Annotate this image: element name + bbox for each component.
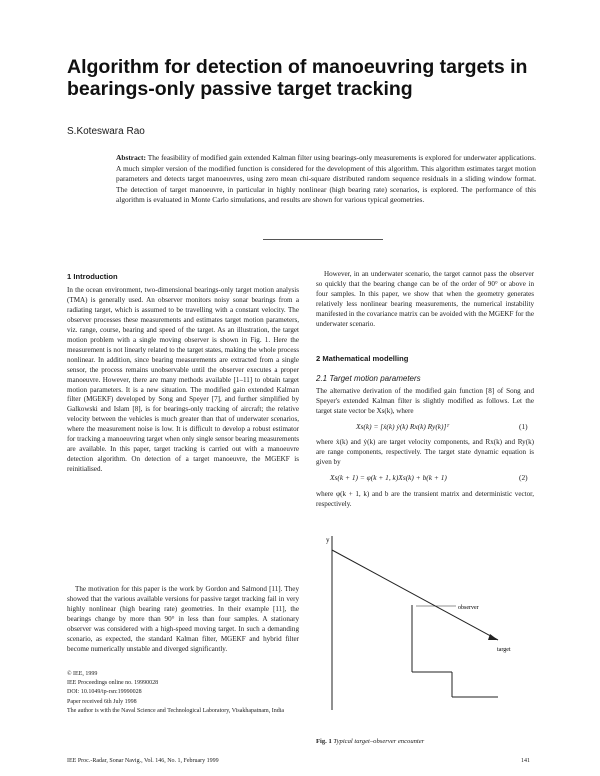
intro-paragraph-2: The motivation for this paper is the work by Gordon and Salmond [11]. They showed that the various available versions for passive target tracking fail in very highly nonlinear (high bearing rate) geometries. In their example [11], the bearings change by more than 90° in less than four samples. A stationary observer was considered with a high-speed moving target. In such a demanding scenario, as expected, the standard Kalman filter, MGEKF and hybrid filter become numerically unstable and diverged significantly. xyxy=(67,585,299,653)
page-number: 141 xyxy=(521,758,530,764)
modelling-paragraph-1: The alternative derivation of the modified gain function [8] of Song and Speyer's extended Kalman filter is slightly modified as follows. Let the target state vector be Xs(k), where xyxy=(316,387,534,415)
equation-1-number: (1) xyxy=(519,422,528,431)
footnote-affiliation: The author is with the Naval Science and Technological Laboratory, Visakhapatnam, India xyxy=(67,707,285,714)
footnote-doi: DOI: 10.1049/ip-rsn:19990028 xyxy=(67,689,142,696)
figure-1-diagram xyxy=(316,530,536,735)
section-1-heading: 1 Introduction xyxy=(67,272,118,281)
author-name: S.Koteswara Rao xyxy=(67,126,145,137)
equation-2-number: (2) xyxy=(519,473,528,482)
footnote-copyright: © IEE, 1999 xyxy=(67,671,98,677)
figure-1-caption xyxy=(316,738,424,745)
figure-target-label: target xyxy=(497,647,511,653)
footnote-received: Paper received 6th July 1998 xyxy=(67,698,137,705)
section-2-heading: 2 Mathematical modelling xyxy=(316,354,409,363)
subsection-2-1-heading: 2.1 Target motion parameters xyxy=(316,374,421,383)
abstract-text: The feasibility of modified gain extended Kalman filter using bearings-only measurements is explored for underwater applications. A much simpler version of the modified function is considered for the development of this algorithm. This algorithm estimates target motion parameters and detects target manoeuvres, using zero mean chi-square distributed random sequence residuals in a sliding window format. The detection of target manoeuvre, in particular in highly nonlinear (high bearing rate) scenarios, is explored. The performance of this algorithm is evaluated in Monte Carlo simulations, and results are shown for various typical geometries. xyxy=(116,153,537,205)
modelling-paragraph-3: where φ(k + 1, k) and b are the transient matrix and deterministic vector, respectively. xyxy=(316,490,534,508)
abstract-divider xyxy=(263,239,383,240)
equation-2: Xs(k + 1) = φ(k + 1, k)Xs(k) + b(k + 1) xyxy=(330,473,447,482)
abstract-label: Abstract: xyxy=(116,153,146,162)
footnote-online: IEE Proceedings online no. 19990028 xyxy=(67,680,159,687)
right-intro-paragraph: However, in an underwater scenario, the target cannot pass the observer so quickly that the bearing change can be of the order of 90° or above in four samples. In this paper, we show that when the geometry generates relatively less nonlinear bearing measurements, the numerical instability manifested in the covariance matrix can be avoided with the MGEKF for the underwater scenario. xyxy=(316,270,534,328)
footnotes xyxy=(67,670,299,716)
figure-caption-label: Fig. 1 xyxy=(316,738,332,745)
figure-y-label: y xyxy=(326,536,330,544)
journal-footer: IEE Proc.-Radar, Sonar Navig., Vol. 146, No. 1, February 1999 xyxy=(67,758,219,764)
modelling-paragraph-2: where ẋ(k) and ẏ(k) are target velocity components, and Rx(k) and Ry(k) are range components, respectively. The target state dynamic equation is given by xyxy=(316,438,534,466)
figure-caption-text: Typical target–observer encounter xyxy=(333,738,425,745)
abstract xyxy=(116,153,536,206)
paper-title: Algorithm for detection of manoeuvring targets in bearings-only passive target tracking xyxy=(67,56,528,100)
equation-1: Xs(k) = [ẋ(k) ẏ(k) Rx(k) Ry(k)]ᵀ xyxy=(356,422,450,431)
target-track xyxy=(332,550,498,640)
intro-paragraph-1: In the ocean environment, two-dimensional bearings-only target motion analysis (TMA) is generally used. An observer monitors noisy sonar bearings from a radiating target, which is assumed to be travelling with a constant velocity. The observer processes these measurements and estimates target motion parameters, viz. range, course, bearing and speed of the target. As an illustration, the target motion problem with a single moving observer is shown in Fig. 1. Here the measurement is not linearly related to the target states, making the whole process nonlinear. In addition, since bearing measurements are extracted from a single sensor, the process remains unobservable until the observer executes a proper manoeuvre. However, there are many methods available [1–11] to obtain target motion parameters. It is a new situation. The modified gain extended Kalman filter (MGEKF) developed by Song and Speyer [7], and further simplified by Galkowski and Islam [8], is for bearings-only tracking of aircraft; the relative velocity between the vehicles is much greater than that of underwater scenarios, where the measurement noise is low. It is difficult to develop a robust estimator for tracking a manoeuvring target when only single sensor bearing measurements are available. In this paper, target tracking is carried out with a manoeuvre detection algorithm. On detection of a target manoeuvre, the MGEKF is reinitialised. xyxy=(67,286,299,474)
figure-observer-label: observer xyxy=(458,605,479,611)
